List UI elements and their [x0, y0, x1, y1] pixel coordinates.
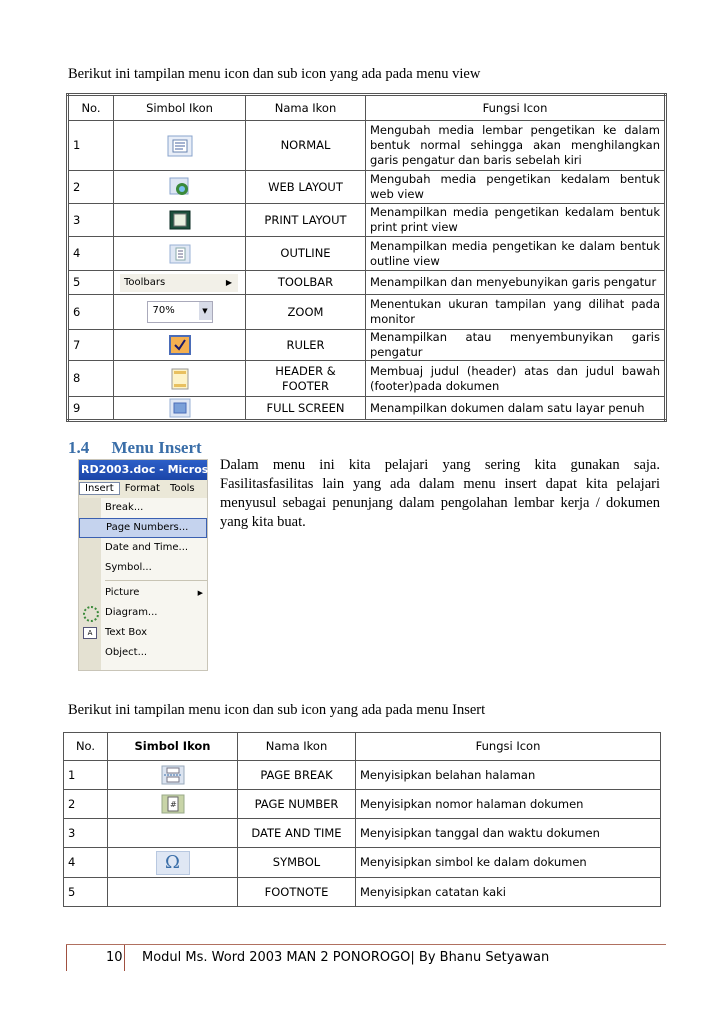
insert-intro-text: Berikut ini tampilan menu icon dan sub icon yang ada pada menu Insert [68, 702, 486, 718]
footer-rule [66, 944, 666, 945]
zoom-value: 70% [152, 305, 175, 316]
menu-insert[interactable]: Insert [79, 482, 120, 495]
ruler-check-icon [169, 335, 191, 355]
row-function: Menampilkan dokumen dalam satu layar penuh [366, 397, 666, 421]
table-row [68, 204, 666, 237]
header-name: Nama Ikon [246, 95, 366, 121]
row-no: 4 [68, 237, 114, 271]
row-name: OUTLINE [246, 237, 366, 271]
zoom-box-icon [147, 301, 213, 323]
icon-cell [114, 237, 246, 271]
table-row [68, 237, 666, 271]
menu-tools[interactable]: Tools [169, 483, 195, 494]
row-name: ZOOM [246, 295, 366, 330]
row-function: Menyisipkan nomor halaman dokumen [356, 790, 661, 819]
page-break-icon [161, 765, 185, 785]
view-intro-text: Berikut ini tampilan menu icon dan sub icon yang ada pada menu view [68, 66, 481, 82]
icon-cell [114, 295, 246, 330]
icon-cell [114, 271, 246, 295]
header-function: Fungsi Icon [356, 733, 661, 761]
insert-menu-screenshot [78, 459, 226, 671]
table-row [68, 330, 666, 361]
icon-cell [114, 397, 246, 421]
row-function: Menampilkan atau menyembunyikan garis pengatur [366, 330, 666, 361]
menu-item-object[interactable]: Object... [105, 647, 148, 658]
row-no: 9 [68, 397, 114, 421]
insert-icons-table [63, 732, 661, 907]
view-icons-table [66, 93, 667, 422]
menu-item-page-numbers[interactable]: Page Numbers... [79, 518, 207, 538]
row-no: 8 [68, 361, 114, 397]
dropdown-arrow-icon: ▼ [199, 302, 212, 320]
row-no: 5 [64, 878, 108, 907]
header-name: Nama Ikon [238, 733, 356, 761]
row-name: FOOTNOTE [238, 878, 356, 907]
row-name: WEB LAYOUT [246, 171, 366, 204]
row-name: TOOLBAR [246, 271, 366, 295]
row-name: PAGE BREAK [238, 761, 356, 790]
header-symbol: Simbol Ikon [114, 95, 246, 121]
page-number-icon [161, 794, 185, 814]
web-layout-icon [169, 177, 191, 197]
header-no: No. [68, 95, 114, 121]
icon-cell [108, 761, 238, 790]
icon-cell [108, 819, 238, 848]
section-number: 1.4 [68, 438, 90, 457]
table-row [68, 397, 666, 421]
icon-cell [114, 121, 246, 171]
row-name: NORMAL [246, 121, 366, 171]
row-function: Menampilkan media pengetikan ke dalam bentuk outline view [366, 237, 666, 271]
row-function: Menyisipkan tanggal dan waktu dokumen [356, 819, 661, 848]
icon-cell [114, 171, 246, 204]
table-row [64, 761, 661, 790]
header-no: No. [64, 733, 108, 761]
print-layout-icon [169, 210, 191, 230]
section-title: Menu Insert [111, 438, 202, 457]
icon-cell [114, 204, 246, 237]
header-footer-icon [169, 368, 191, 390]
text-box-icon: A [83, 627, 97, 639]
table-row [64, 790, 661, 819]
row-function: Menampilkan media pengetikan kedalam bentuk print print view [366, 204, 666, 237]
section-heading [68, 438, 202, 458]
icon-cell [114, 361, 246, 397]
menu-item-label: Picture [105, 587, 140, 598]
header-symbol: Simbol Ikon [108, 733, 238, 761]
row-name: RULER [246, 330, 366, 361]
row-name: FULL SCREEN [246, 397, 366, 421]
row-name: PAGE NUMBER [238, 790, 356, 819]
table-row [68, 121, 666, 171]
row-function: Menentukan ukuran tampilan yang dilihat pada monitor [366, 295, 666, 330]
omega-symbol-icon: Ω [156, 851, 190, 875]
menu-item-symbol[interactable]: Symbol... [105, 562, 152, 573]
page-number: 10 [106, 950, 123, 965]
menu-separator [105, 580, 207, 581]
row-no: 2 [68, 171, 114, 204]
table-header-row [68, 95, 666, 121]
table-header-row [64, 733, 661, 761]
table-row [64, 878, 661, 907]
menu-item-picture[interactable] [79, 583, 207, 603]
row-no: 3 [64, 819, 108, 848]
menu-bar [79, 480, 207, 498]
normal-view-icon [167, 135, 193, 157]
insert-description: Dalam menu ini kita pelajari yang sering kita gunakan saja. Fasilitasfasilitas lain yang ada dalam menu insert dapat kita pelajari menyusul sebagai penunjang dalam pengolahan lembar kerja / dokumen yang kita buat. [220, 457, 660, 530]
row-no: 2 [64, 790, 108, 819]
row-no: 1 [68, 121, 114, 171]
row-function: Menyisipkan belahan halaman [356, 761, 661, 790]
svg-text:#: # [169, 800, 177, 809]
row-name: DATE AND TIME [238, 819, 356, 848]
menu-item-break[interactable]: Break... [105, 502, 144, 513]
menu-item-date-time[interactable]: Date and Time... [105, 542, 189, 553]
icon-cell [108, 878, 238, 907]
toolbars-menu-icon [120, 274, 238, 292]
diagram-icon [83, 606, 99, 622]
menu-item-label: Text Box [105, 627, 147, 638]
table-row [68, 171, 666, 204]
row-no: 5 [68, 271, 114, 295]
row-function: Mengubah media pengetikan kedalam bentuk web view [366, 171, 666, 204]
row-name: SYMBOL [238, 848, 356, 878]
footer-text: Modul Ms. Word 2003 MAN 2 PONOROGO| By Bhanu Setyawan [142, 950, 550, 965]
toolbars-label: Toolbars [124, 276, 166, 288]
row-function: Menampilkan dan menyebunyikan garis pengatur [366, 271, 666, 295]
row-no: 7 [68, 330, 114, 361]
row-function: Mengubah media lembar pengetikan ke dalam bentuk normal sehingga akan menghilangkan garis pengatur dan baris sebelah kiri [366, 121, 666, 171]
window-title: RD2003.doc - Microsoft [79, 460, 207, 480]
table-row [68, 271, 666, 295]
table-row [68, 361, 666, 397]
footer-separator [124, 945, 125, 971]
menu-format[interactable]: Format [124, 483, 160, 494]
row-no: 1 [64, 761, 108, 790]
table-row [64, 819, 661, 848]
row-no: 3 [68, 204, 114, 237]
row-name: HEADER & FOOTER [246, 361, 366, 397]
menu-item-text-box[interactable] [79, 623, 207, 643]
submenu-arrow-icon: ▶ [197, 589, 203, 597]
row-function: Menyisipkan simbol ke dalam dokumen [356, 848, 661, 878]
row-no: 6 [68, 295, 114, 330]
table-row [68, 295, 666, 330]
header-function: Fungsi Icon [366, 95, 666, 121]
row-name: PRINT LAYOUT [246, 204, 366, 237]
icon-cell [114, 330, 246, 361]
menu-item-diagram[interactable] [79, 603, 207, 623]
icon-cell [108, 790, 238, 819]
row-function: Menyisipkan catatan kaki [356, 878, 661, 907]
row-function: Membuaj judul (header) atas dan judul bawah (footer)pada dokumen [366, 361, 666, 397]
icon-cell [108, 848, 238, 878]
row-no: 4 [64, 848, 108, 878]
full-screen-icon [169, 398, 191, 418]
submenu-arrow-icon: ▶ [225, 277, 232, 287]
outline-view-icon [169, 244, 191, 264]
table-row [64, 848, 661, 878]
menu-item-label: Diagram... [105, 607, 158, 618]
